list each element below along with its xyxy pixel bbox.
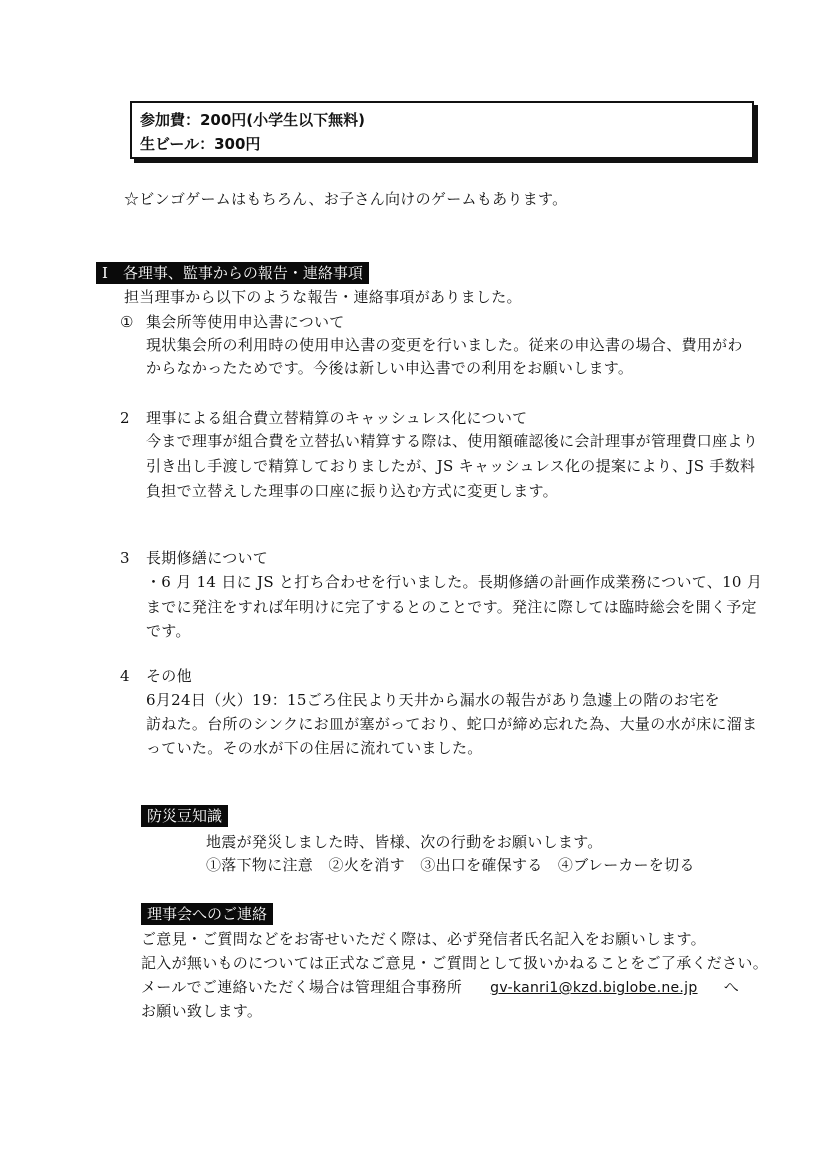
bousai-line: 地震が発災しました時、皆様、次の行動をお願いします。 (206, 833, 603, 851)
section-report-intro: 担当理事から以下のような報告・連絡事項がありました。 (124, 288, 522, 306)
item2-line: 引き出し手渡しで精算しておりましたが、JS キャッシュレス化の提案により、JS 手数料 (146, 457, 756, 475)
item2-title: 理事による組合費立替精算のキャッシュレス化について (146, 409, 528, 427)
item3-line: ・6 月 14 日に JS と打ち合わせを行いました。長期修繕の計画作成業務について、10 月 (146, 573, 763, 591)
contact-line: 記入が無いものについては正式なご意見・ご質問として扱いかねることをご了承ください。 (141, 954, 769, 972)
item1-line: 現状集会所の利用時の使用申込書の変更を行いました。従来の申込書の場合、費用がわ (146, 336, 743, 354)
contact-email-link[interactable]: gv-kanri1@kzd.biglobe.ne.jp (490, 980, 698, 996)
item3-title: 長期修繕について (146, 549, 269, 567)
item4-line: 訪ねた。台所のシンクにお皿が塞がっており、蛇口が締め忘れた為、大量の水が床に溜ま (146, 715, 758, 733)
section-report-heading: Ⅰ 各理事、監事からの報告・連絡事項 (96, 262, 369, 284)
item4-title: その他 (146, 667, 192, 685)
bingo-note: ☆ビンゴゲームはもちろん、お子さん向けのゲームもあります。 (124, 190, 568, 208)
item1-number: ① (120, 313, 134, 331)
contact-heading: 理事会へのご連絡 (141, 903, 273, 925)
item3-number: 3 (120, 549, 130, 567)
contact-line-email (141, 974, 739, 1001)
beer-price: 生ビール：300円 (140, 135, 261, 153)
item4-number: 4 (120, 667, 130, 685)
bousai-heading: 防災豆知識 (141, 805, 228, 827)
fee-box (130, 101, 754, 159)
item2-number: 2 (120, 409, 130, 427)
participation-fee: 参加費：200円(小学生以下無料) (140, 111, 366, 129)
item3-line: までに発注をすれば年明けに完了するとのことです。発注に際しては臨時総会を開く予定 (146, 598, 757, 616)
item4-line: 6月24日（火）19：15ごろ住民より天井から漏水の報告があり急遽上の階のお宅を (146, 691, 720, 709)
bousai-actions: ①落下物に注意 ②火を消す ③出口を確保する ④ブレーカーを切る (206, 856, 695, 874)
item3-line: です。 (146, 622, 191, 640)
contact-line: お願い致します。 (141, 1002, 263, 1020)
item4-line: っていた。その水が下の住居に流れていました。 (146, 739, 483, 757)
item1-line: からなかったためです。今後は新しい申込書での利用をお願いします。 (146, 359, 634, 377)
contact-line: ご意見・ご質問などをお寄せいただく際は、必ず発信者氏名記入をお願いします。 (141, 930, 706, 948)
contact-email-prefix: メールでご連絡いただく場合は管理組合事務所 (141, 978, 463, 996)
contact-email-suffix: へ (723, 978, 740, 996)
item2-line: 負担で立替えした理事の口座に振り込む方式に変更します。 (146, 482, 558, 500)
item2-line: 今まで理事が組合費を立替払い精算する際は、使用額確認後に会計理事が管理費口座より (146, 432, 759, 450)
item1-title: 集会所等使用申込書について (146, 313, 345, 331)
